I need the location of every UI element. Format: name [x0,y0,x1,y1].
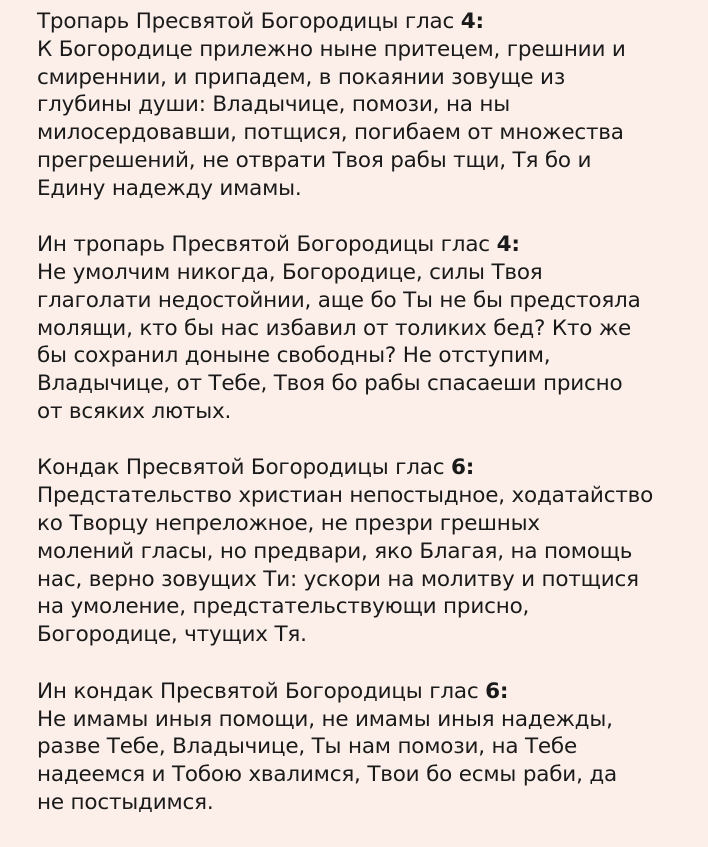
text-line: К Богородице прилежно ныне притецем, грешнии и [37,37,626,62]
section-heading [37,8,688,36]
kontakion-section [37,454,688,648]
prayer-text [37,706,688,817]
second-kontakion-section [37,678,688,817]
text-line: разве Тебе, Владычице, Ты нам помози, на Тебе [37,734,578,760]
text-line: прегрешений, не отврати Твоя рабы тщи, Тя бо и [37,147,592,173]
heading-text: Тропарь Пресвятой Богородицы глас [37,9,455,34]
text-line: Предстательство христиан непостыдное, ходатайство [37,483,654,509]
text-line: милосердовавши, потщися, погибаем от множества [37,120,624,146]
text-line: ко Творцу непреложное, не презри грешных [37,511,540,537]
text-line: глаголати недостойнии, аще бо Ты не бы предстояла [37,287,641,313]
text-line: Не имамы иныя помощи, не имамы иныя надежды, [37,706,613,732]
section-heading [37,678,688,706]
text-line: Богородице, чтущих Тя. [37,621,307,647]
text-line: Не умолчим никогда, Богородице, силы Твоя [37,260,543,286]
section-heading [37,231,688,259]
text-line: смиреннии, и припадем, в покаянии зовуще из [37,64,566,90]
text-line: глубины души: Владычице, помози, на ны [37,92,511,118]
prayer-text [37,259,688,425]
heading-text: Ин тропарь Пресвятой Богородицы глас [37,232,490,258]
text-line: надеемся и Тобою хвалимся, Твои бо есмы раби, да [37,762,617,788]
text-line: молящи, кто бы нас избавил от толиких бед? Кто же [37,315,632,341]
glas-number: 4: [460,9,484,34]
heading-text: Ин кондак Пресвятой Богородицы глас [37,678,479,704]
glas-number: 4: [496,232,520,258]
text-line: на умоление, предстательствующи присно, [37,594,530,620]
second-troparion-section [37,231,688,425]
text-line: нас, верно зовущих Ти: ускори на молитву и потщися [37,566,639,592]
text-line: не постыдимся. [37,789,214,815]
text-line: Владычице, от Тебе, Твоя бо рабы спасаеши присно [37,371,623,397]
text-line: от всяких лютых. [37,398,232,424]
section-heading [37,454,688,482]
troparion-section [37,8,688,202]
prayer-text [37,482,688,648]
glas-number: 6: [485,678,509,704]
text-line: Едину надежду имамы. [37,175,302,201]
text-line: молений гласы, но предвари, яко Благая, на помощь [37,538,633,564]
text-line: бы сохранил доныне свободны? Не отступим, [37,343,551,369]
heading-text: Кондак Пресвятой Богородицы глас [37,455,445,481]
glas-number: 6: [451,455,475,481]
prayer-text [37,36,688,202]
